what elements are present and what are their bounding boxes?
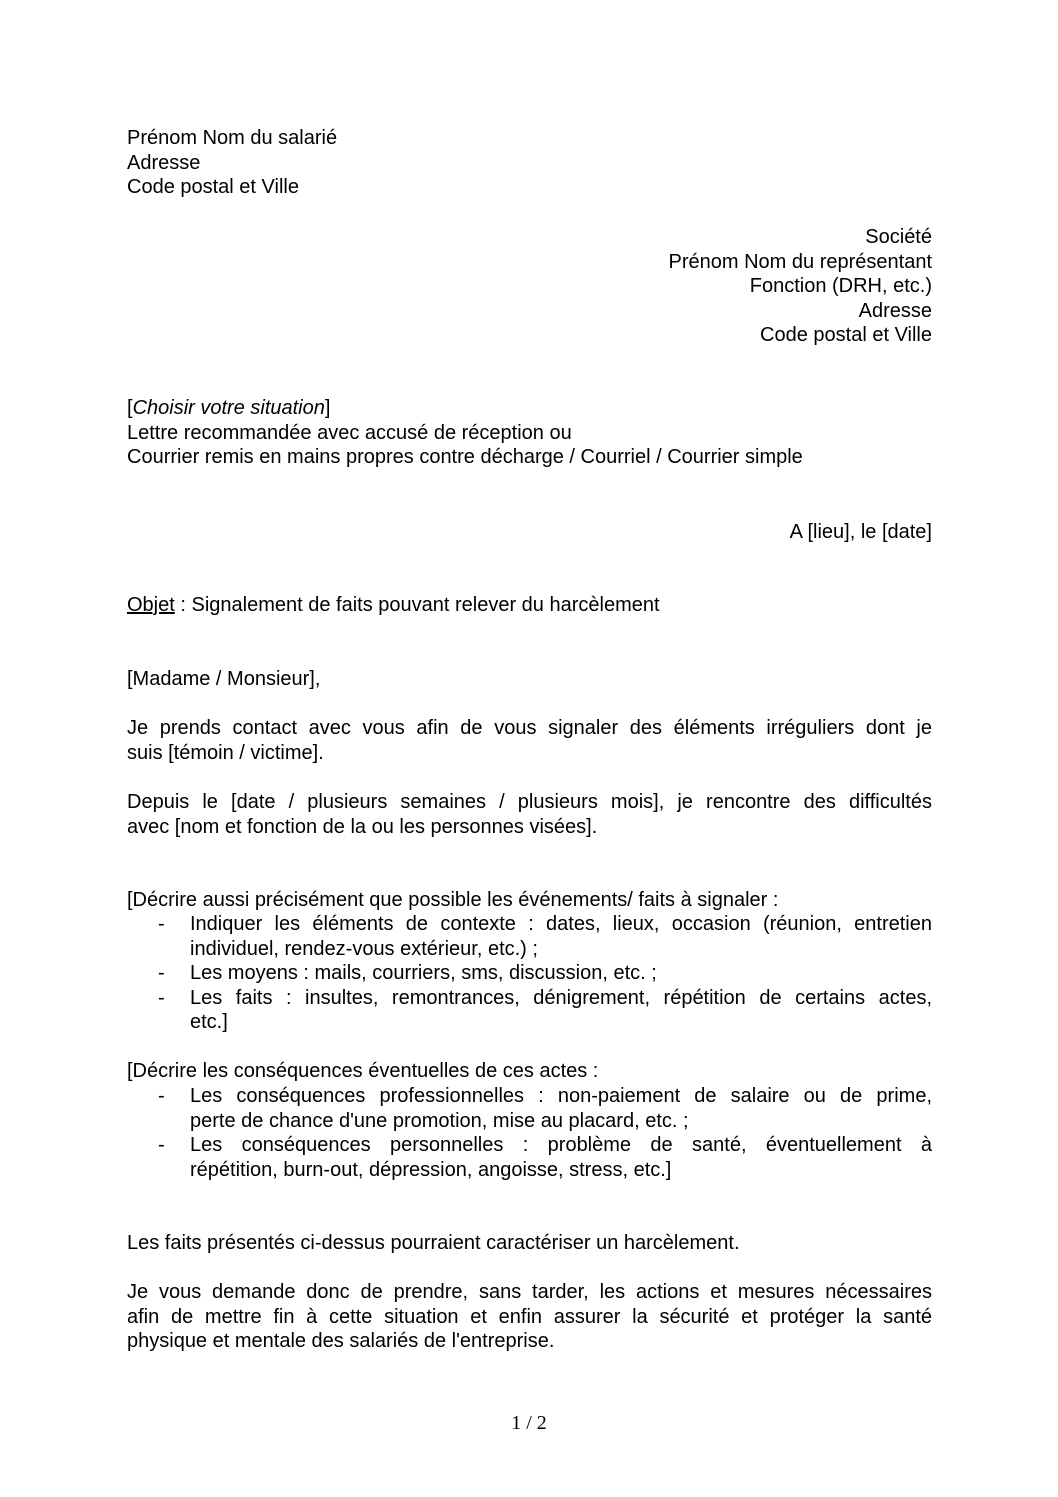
list-item-line-1: Indiquer les éléments de contexte : dates, lieux, occasion (réunion, entretien	[190, 913, 932, 935]
salutation-block	[127, 667, 932, 692]
salutation: [Madame / Monsieur],	[127, 668, 321, 690]
paragraph-1-line-2: suis [témoin / victime].	[127, 741, 324, 764]
list-item-line-1: Les conséquences professionnelles : non-paiement de salaire ou de prime,	[190, 1085, 932, 1107]
list-item-line-2: perte de chance d'une promotion, mise au placard, etc. ;	[190, 1109, 689, 1132]
place-date: A [lieu], le [date]	[789, 521, 932, 543]
paragraph-3-line-1: Les faits présentés ci-dessus pourraient caractériser un harcèlement.	[127, 1232, 740, 1254]
bracket-close: ]	[324, 397, 331, 419]
sender-block	[127, 126, 932, 200]
paragraph-3	[127, 1231, 932, 1256]
sender-name: Prénom Nom du salarié	[127, 127, 338, 149]
facts-intro: [Décrire aussi précisément que possible les événements/ faits à signaler :	[127, 889, 779, 911]
paragraph-2-line-1: Depuis le [date / plusieurs semaines / plusieurs mois], je rencontre des difficultés	[127, 791, 932, 813]
delivery-block	[127, 396, 932, 470]
list-item	[127, 912, 932, 961]
list-item	[127, 961, 932, 986]
list-dash: -	[158, 913, 165, 935]
sender-city: Code postal et Ville	[127, 176, 299, 198]
paragraph-4-line-2: afin de mettre fin à cette situation et enfin assurer la sécurité et protéger la santé	[127, 1305, 932, 1328]
delivery-choose-line	[127, 396, 932, 421]
recipient-address: Adresse	[858, 299, 932, 322]
consequences-list	[127, 1084, 932, 1182]
paragraph-2-line-2: avec [nom et fonction de la ou les personnes visées].	[127, 815, 598, 838]
list-item-line-2: répétition, burn-out, dépression, angoisse, stress, etc.]	[190, 1158, 672, 1181]
paragraph-4-line-3: physique et mentale des salariés de l'entreprise.	[127, 1330, 555, 1352]
consequences-intro-block	[127, 1059, 932, 1084]
recipient-representative: Prénom Nom du représentant	[668, 250, 932, 273]
list-item-line-1: Les faits : insultes, remontrances, dénigrement, répétition de certains actes,	[190, 986, 932, 1009]
facts-list	[127, 912, 932, 1035]
list-dash: -	[158, 1085, 165, 1107]
list-item	[127, 1084, 932, 1133]
list-item-line-1: Les conséquences personnelles : problème de santé, éventuellement à	[190, 1134, 932, 1156]
paragraph-2	[127, 790, 932, 839]
recipient-function: Fonction (DRH, etc.)	[749, 275, 932, 297]
recipient-block	[127, 225, 932, 348]
bracket-open: [	[127, 397, 133, 419]
delivery-option-2: Courrier remis en mains propres contre décharge / Courriel / Courrier simple	[127, 446, 803, 468]
list-dash: -	[158, 1134, 165, 1156]
subject-label: Objet	[127, 594, 175, 616]
delivery-choose: Choisir votre situation	[132, 397, 325, 419]
place-date-block	[127, 520, 932, 545]
facts-intro-block	[127, 888, 932, 913]
consequences-intro: [Décrire les conséquences éventuelles de ces actes :	[127, 1060, 599, 1082]
list-item	[127, 1133, 932, 1182]
list-item-line-2: individuel, rendez-vous extérieur, etc.) ;	[190, 937, 538, 960]
recipient-company: Société	[865, 226, 932, 248]
page-number: 1 / 2	[511, 1412, 547, 1434]
recipient-city: Code postal et Ville	[760, 324, 932, 346]
paragraph-4	[127, 1280, 932, 1354]
paragraph-1	[127, 716, 932, 765]
subject-text: : Signalement de faits pouvant relever du harcèlement	[174, 594, 660, 616]
paragraph-4-line-1: Je vous demande donc de prendre, sans tarder, les actions et mesures nécessaires	[127, 1281, 932, 1303]
list-item-line-1: Les moyens : mails, courriers, sms, discussion, etc. ;	[190, 962, 657, 984]
list-item-line-2: etc.]	[190, 1011, 228, 1033]
subject-line	[127, 593, 932, 618]
list-dash: -	[158, 986, 165, 1009]
delivery-option-1: Lettre recommandée avec accusé de réception ou	[127, 421, 572, 444]
list-item	[127, 986, 932, 1035]
sender-address: Adresse	[127, 151, 201, 174]
paragraph-1-line-1: Je prends contact avec vous afin de vous signaler des éléments irréguliers dont je	[127, 717, 932, 739]
list-dash: -	[158, 962, 165, 984]
subject-block	[127, 593, 932, 618]
